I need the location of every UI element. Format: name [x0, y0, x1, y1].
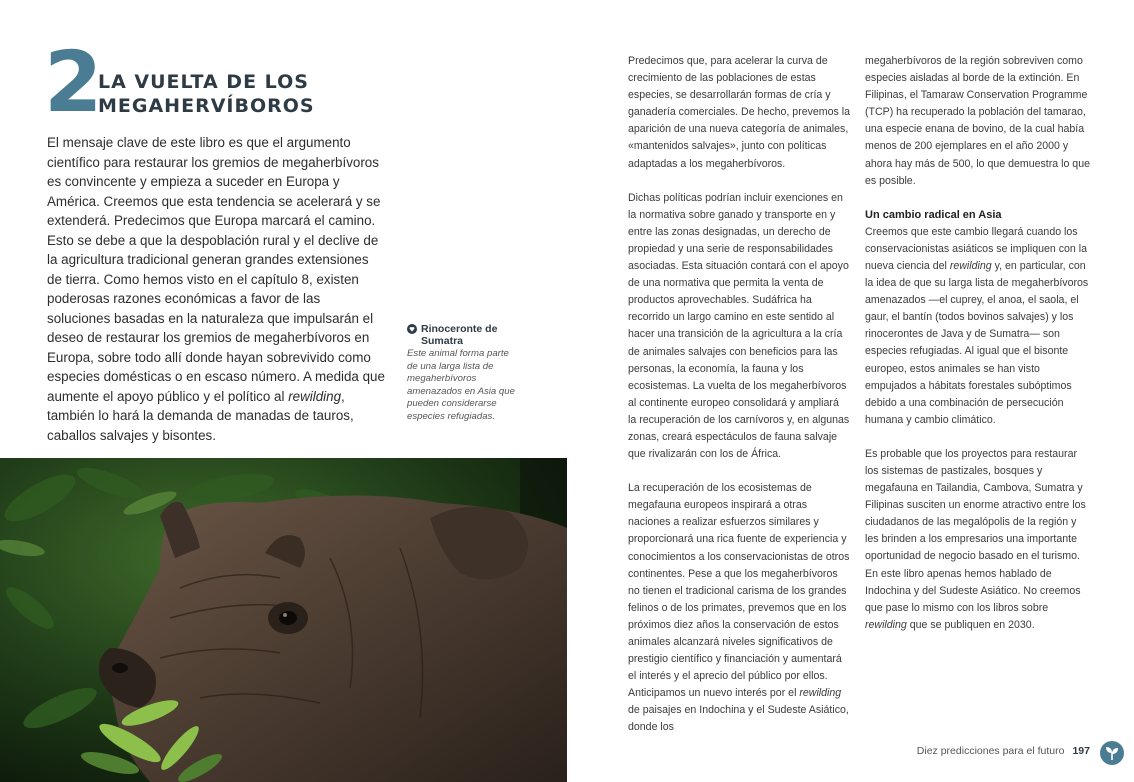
text-column-right: [865, 53, 1091, 651]
intro-text-2: , también lo hará la demanda de manadas de tauros, caballos salvajes y bisontes.: [47, 388, 354, 443]
rhino-illustration: [0, 458, 567, 782]
column-a-p3-text-2: de paisajes en Indochina y el Sudeste Asiático, donde los: [628, 704, 849, 734]
chapter-number: 2: [44, 33, 103, 131]
column-b-p2-italic: rewilding: [949, 259, 992, 272]
column-a-paragraph-3: [628, 480, 850, 736]
photo-caption: [407, 323, 517, 423]
caption-header: [407, 323, 517, 347]
sumatran-rhino-photo: [0, 458, 567, 782]
intro-text-1: El mensaje clave de este libro es que el argumento científico para restaurar los gremios de megaherbívoros es convincente y empieza a suceder en Europa y América. Creemos que esta tendencia se acelerará y se extenderá. Predecimos que Europa marcará el camino. Esto se debe a que la despoblación rural y el declive de la agricultura tradicional generan grandes extensiones de tierra. Como hemos visto en el capítulo 8, existen poderosas razones económicas a favor de las soluciones basadas en la naturaleza que impulsarán el deseo de restaurar los gremios de megaherbívoros en Europa, sobre todo allí donde hayan sobrevivido como especies domésticas o en escaso número. A medida que aumente el apoyo público y el político al: [47, 135, 385, 404]
column-b-paragraph-3: [865, 446, 1091, 634]
chapter-title-line2: MEGAHERVÍBOROS: [98, 95, 315, 117]
column-b-paragraph-1: megaherbívoros de la región sobreviven como especies aisladas al borde de la extinción. En Filipinas, el Tamaraw Conservation Programme (TCP) ha recuperado la población del tamarao, una especie enana de bovino, de la cual había menos de 200 ejemplares en el año 2000 y ahora hay más de 500, lo que demuestra lo que es posible.: [865, 55, 1090, 187]
column-b-p2-text-2: y, en particular, con la idea de que su larga lista de megaherbívoros amenazados —el cuprey, el anoa, el saola, el gaur, el bantín (todos bovinos salvajes) y los rinocerontes de Java y de Sumatra— son especies refugiadas. Al igual que el bisonte europeo, estos animales se han visto empujados a hábitats forestales subóptimos debido a una combinación de persecución humana y cambio climático.: [865, 259, 1089, 426]
chapter-title: [98, 70, 318, 118]
column-b-p3-text-1: Es probable que los proyectos para restaurar los sistemas de pastizales, bosques y megafauna en Tailandia, Cambova, Sumatra y Filipinas susciten un enorme atractivo entre los ciudadanos de las megalópolis de la región y les brinden a los empresarios una importante oportunidad de negocio basado en el turismo. En este libro apenas hemos hablado de Indochina y del Sudeste Asiático. No creemos que pase lo mismo con los libros sobre: [865, 447, 1086, 614]
intro-italic: rewilding: [288, 388, 342, 404]
chapter-title-line1: LA VUELTA DE LOS: [98, 71, 309, 93]
column-b-p3-text-2: que se publiquen en 2030.: [906, 618, 1035, 631]
text-column-left: [628, 53, 850, 754]
column-b-p3-italic: rewilding: [865, 618, 907, 631]
page-number: 197: [1072, 745, 1090, 757]
running-title: Diez predicciones para el futuro: [916, 745, 1065, 757]
column-b-p2-text-1: Creemos que este cambio llegará cuando los conservacionistas asiáticos se impliquen con la nueva ciencia del: [865, 225, 1087, 272]
intro-paragraph: [47, 133, 387, 445]
column-a-paragraph-2: Dichas políticas podrían incluir exenciones en la normativa sobre ganado y transporte en y entre las zonas designadas, un derecho de propiedad y una serie de responsabilidades asociadas. Esta situación contará con el apoyo de una normativa que permita la venta de productos aprovechables. Sudáfrica ha recorrido un largo camino en este sentido al hacer una transición de la agricultura a la cría de animales salvajes con beneficios para las personas, la economía, la fauna y los ecosistemas. La vuelta de los megaherbívoros al continente europeo consolidará y ampliará la recuperación de los carnívoros y, en algunas zonas, creará espectáculos de fauna salvaje que rivalizarán con los de África.: [628, 191, 850, 461]
column-a-paragraph-1: Predecimos que, para acelerar la curva de crecimiento de las poblaciones de estas especies, se desarrollarán formas de cría y ganadería comerciales. De hecho, prevemos la aparición de una nueva categoría de animales, «mantenidos salvajes», junto con políticas adaptadas a los megaherbívoros.: [628, 55, 850, 170]
page-footer: [900, 745, 1090, 757]
caption-body: Este animal forma parte de una larga lista de megaherbívoros amenazados en Asia que pueden considerarse especies refugiadas.: [407, 348, 515, 422]
column-a-p3-text-1: La recuperación de los ecosistemas de megafauna europeos inspirará a otras naciones a realizar esfuerzos similares y proporcionará una rica fuente de experiencia y conocimientos a los conservacionistas de otros continentes. Pese a que los megaherbívoros no tienen el tradicional carisma de los grandes felinos o de los primates, prevemos que en los próximos diez años la conservación de estos animales alcanzará niveles significativos de prestigio científico y financiación y aumentará el interés y el aprecio del público por ellos. Anticipamos un nuevo interés por el: [628, 482, 850, 700]
sprout-icon: [1100, 741, 1124, 765]
section-heading: Un cambio radical en Asia: [865, 208, 1002, 221]
column-b-paragraph-2: [865, 224, 1091, 429]
caption-title: Rinoceronte de Sumatra: [421, 323, 498, 347]
column-a-p3-italic: rewilding: [799, 687, 842, 700]
heart-leaf-icon: [407, 324, 417, 334]
